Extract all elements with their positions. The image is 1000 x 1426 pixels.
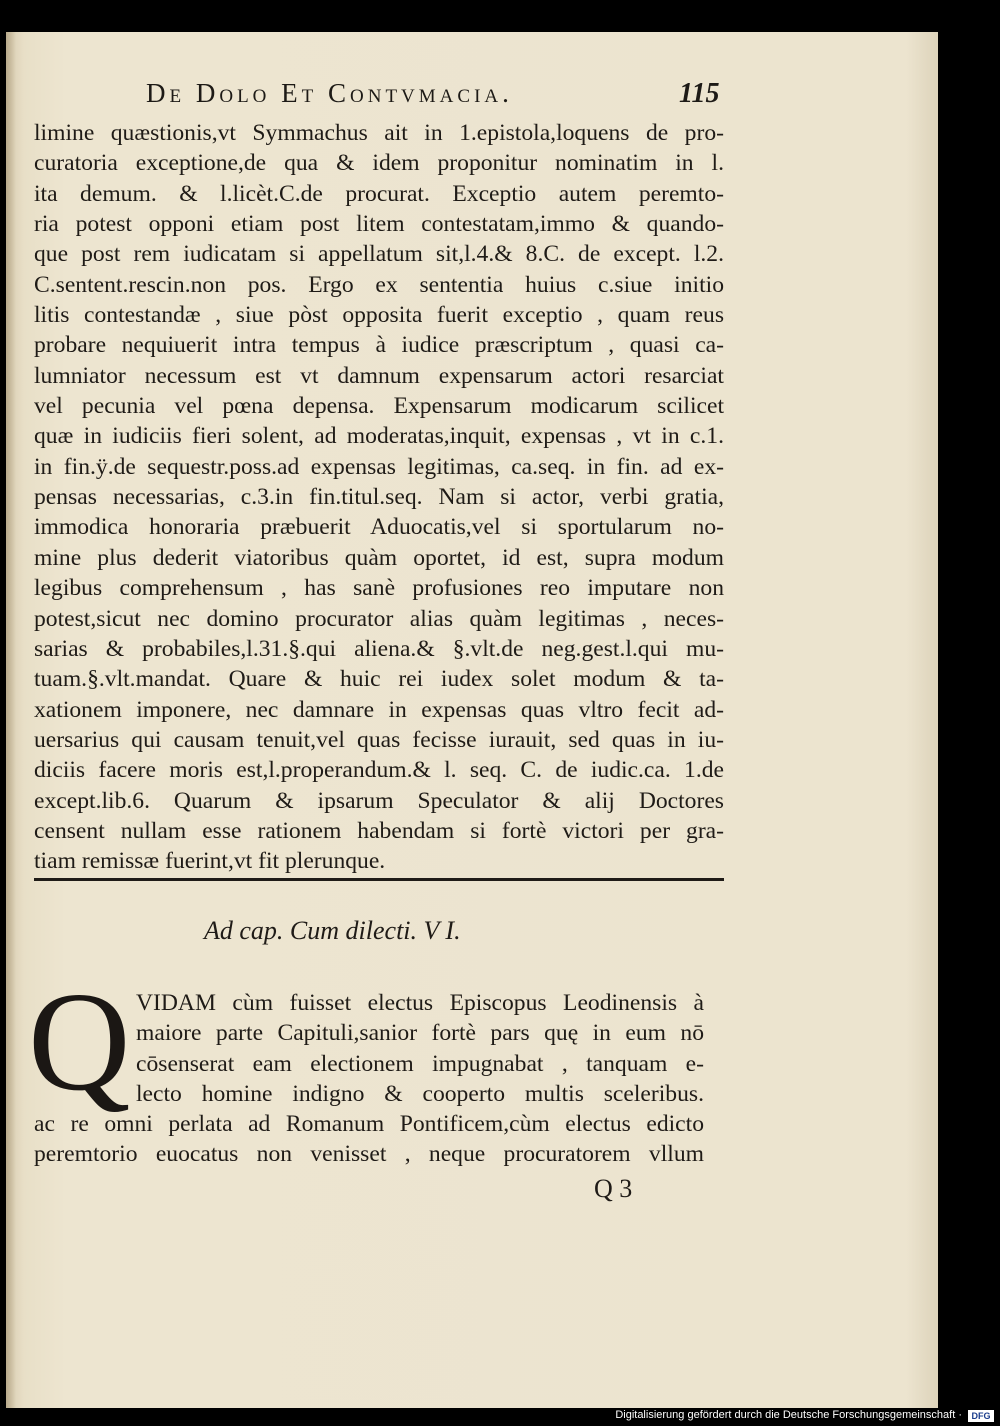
text-line: except.lib.6. Quarum & ipsarum Speculator & alij Doctores — [34, 787, 724, 814]
page-gutter-shadow — [6, 32, 16, 1408]
text-line: probare nequiuerit intra tempus à iudice præscriptum , quasi ca- — [34, 332, 724, 359]
text-line: lumniator necessum est vt damnum expensarum actori resarciat — [34, 362, 724, 389]
chapter-text — [34, 1109, 704, 1170]
text-line: VIDAM cùm fuisset electus Episcopus Leodinensis à — [136, 990, 704, 1016]
text-line: ita demum. & l.licèt.C.de procurat. Exceptio autem peremto- — [34, 180, 724, 207]
text-line: immodica honoraria præbuerit Aduocatis,vel si sportularum no- — [34, 514, 724, 541]
text-line: maiore parte Capituli,sanior fortè pars quę in eum nō — [136, 1020, 704, 1047]
text-line: pensas necessarias, c.3.in fin.titul.seq. Nam si actor, verbi gratia, — [34, 484, 724, 511]
text-line: peremtorio euocatus non venisset , neque procuratorem vllum — [34, 1141, 704, 1168]
text-line: que post rem iudicatam si appellatum sit,l.4.& 8.C. de except. l.2. — [34, 241, 724, 268]
text-line: ac re omni perlata ad Romanum Pontificem,cùm electus edicto — [34, 1111, 704, 1137]
running-head: De Dolo Et Contvmacia. — [146, 78, 513, 108]
text-line: vel pecunia vel pœna depensa. Expensarum modicarum scilicet — [34, 393, 724, 420]
text-line: cōsenserat eam electionem impugnabat , tanquam e- — [136, 1050, 704, 1077]
drop-cap: Q — [28, 962, 131, 1120]
funding-credit: Digitalisierung gefördert durch die Deutsche Forschungsgemeinschaft · — [615, 1409, 962, 1421]
text-line: potest,sicut nec domino procurator alias quàm legitimas , neces- — [34, 605, 724, 632]
text-line: sarias & probabiles,l.31.§.qui aliena.& §.vlt.de neg.gest.l.qui mu- — [34, 635, 724, 662]
text-line: tiam remissæ fuerint,vt fit plerunque. — [34, 848, 386, 875]
text-line: in fin.ÿ.de sequestr.poss.ad expensas legitimas, ca.seq. in fin. ad ex- — [34, 453, 724, 480]
text-line: litis contestandæ , siue pòst opposita fuerit exceptio , quam reus — [34, 302, 724, 329]
dfg-logo: DFG — [968, 1410, 994, 1422]
text-line: curatoria exceptione,de qua & idem proponitur nominatim in l. — [34, 150, 724, 177]
text-line: C.sentent.rescin.non pos. Ergo ex sententia huius c.siue initio — [34, 271, 724, 298]
text-line: censent nullam esse rationem habendam si fortè victori per gra- — [34, 817, 724, 844]
text-line: ria potest opponi etiam post litem contestatam,immo & quando- — [34, 211, 724, 238]
text-line: uersarius qui causam tenuit,vel quas fecisse iurauit, sed quas in iu- — [34, 726, 724, 753]
scanned-page — [6, 32, 938, 1408]
text-line: diciis facere moris est,l.properandum.& l. seq. C. de iudic.ca. 1.de — [34, 757, 724, 784]
signature-mark: Q 3 — [594, 1174, 633, 1203]
text-line: limine quæstionis,vt Symmachus ait in 1.epistola,loquens de pro- — [34, 120, 724, 146]
section-divider — [34, 878, 724, 881]
text-line: lecto homine indigno & cooperto multis sceleribus. — [136, 1081, 704, 1108]
text-line: xationem imponere, nec damnare in expensas quas vltro fecit ad- — [34, 696, 724, 723]
chapter-indented-text — [136, 988, 704, 1109]
page-number: 115 — [679, 78, 720, 109]
text-line: quæ in iudiciis fieri solent, ad moderatas,inquit, expensas , vt in c.1. — [34, 423, 724, 450]
chapter-heading: Ad cap. Cum dilecti. V I. — [204, 916, 461, 945]
text-line: mine plus dederit viatoribus quàm oportet, id est, supra modum — [34, 544, 724, 571]
text-line: legibus comprehensum , has sanè profusiones reo imputare non — [34, 575, 724, 602]
body-text — [34, 118, 724, 877]
text-line: tuam.§.vlt.mandat. Quare & huic rei iudex solet modum & ta- — [34, 666, 724, 693]
